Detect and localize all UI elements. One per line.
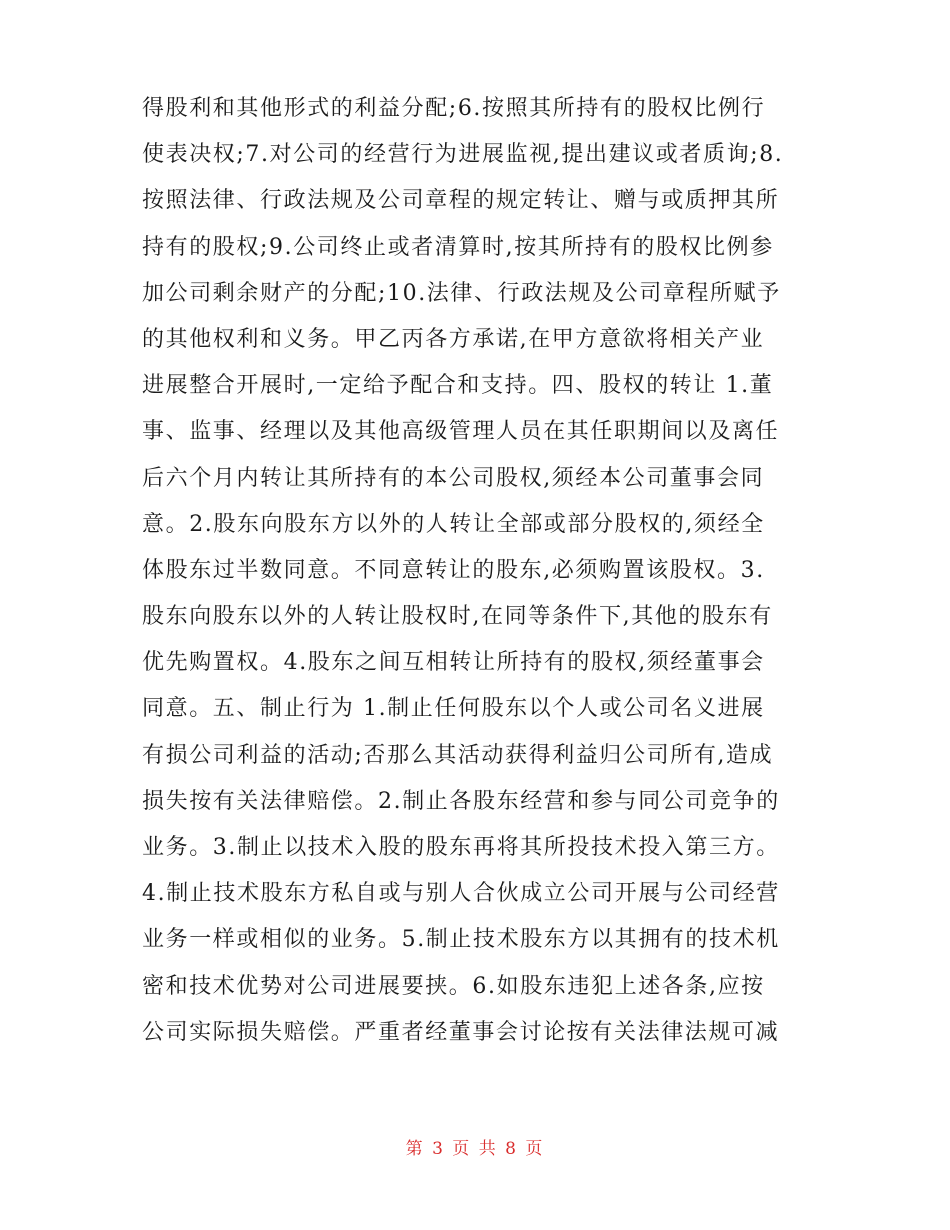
text-line: 进展整合开展时,一定给予配合和支持。四、股权的转让 1.董 <box>142 373 774 399</box>
text-line: 有损公司利益的活动;否那么其活动获得利益归公司所有,造成 <box>142 742 774 768</box>
text-line: 使表决权;7.对公司的经营行为进展监视,提出建议或者质询;8. <box>142 142 784 168</box>
text-line: 持有的股权;9.公司终止或者清算时,按其所持有的股权比例参 <box>142 234 774 260</box>
body-text <box>142 86 822 1056</box>
text-line: 得股利和其他形式的利益分配;6.按照其所持有的股权比例行 <box>142 96 766 121</box>
page-number-footer: 第 3 页 共 8 页 <box>405 1139 545 1159</box>
text-line: 按照法律、行政法规及公司章程的规定转让、赠与或质押其所 <box>142 188 780 214</box>
text-line: 股东向股东以外的人转让股权时,在同等条件下,其他的股东有 <box>142 604 773 630</box>
text-line: 公司实际损失赔偿。严重者经董事会讨论按有关法律法规可减 <box>142 1019 780 1045</box>
text-line: 优先购置权。4.股东之间互相转让所持有的股权,须经董事会 <box>142 650 765 676</box>
text-line: 同意。五、制止行为 1.制止任何股东以个人或公司名义进展 <box>142 696 765 722</box>
text-line: 的其他权利和义务。甲乙丙各方承诺,在甲方意欲将相关产业 <box>142 326 765 352</box>
text-line: 加公司剩余财产的分配;10.法律、行政法规及公司章程所赋予 <box>142 280 781 306</box>
text-line: 意。2.股东向股东方以外的人转让全部或部分股权的,须经全 <box>142 511 765 537</box>
text-line: 体股东过半数同意。不同意转让的股东,必须购置该股权。3. <box>142 557 765 583</box>
text-line: 事、监事、经理以及其他高级管理人员在其任职期间以及离任 <box>142 419 780 445</box>
text-line: 密和技术优势对公司进展要挟。6.如股东违犯上述各条,应按 <box>142 973 765 999</box>
text-line: 业务。3.制止以技术入股的股东再将其所投技术投入第三方。 <box>142 835 780 860</box>
text-line: 损失按有关法律赔偿。2.制止各股东经营和参与同公司竞争的 <box>142 788 780 814</box>
text-line: 4.制止技术股东方私自或与别人合伙成立公司开展与公司经营 <box>142 881 780 907</box>
text-line: 业务一样或相似的业务。5.制止技术股东方以其拥有的技术机 <box>142 927 780 953</box>
text-line: 后六个月内转让其所持有的本公司股权,须经本公司董事会同 <box>142 465 765 491</box>
